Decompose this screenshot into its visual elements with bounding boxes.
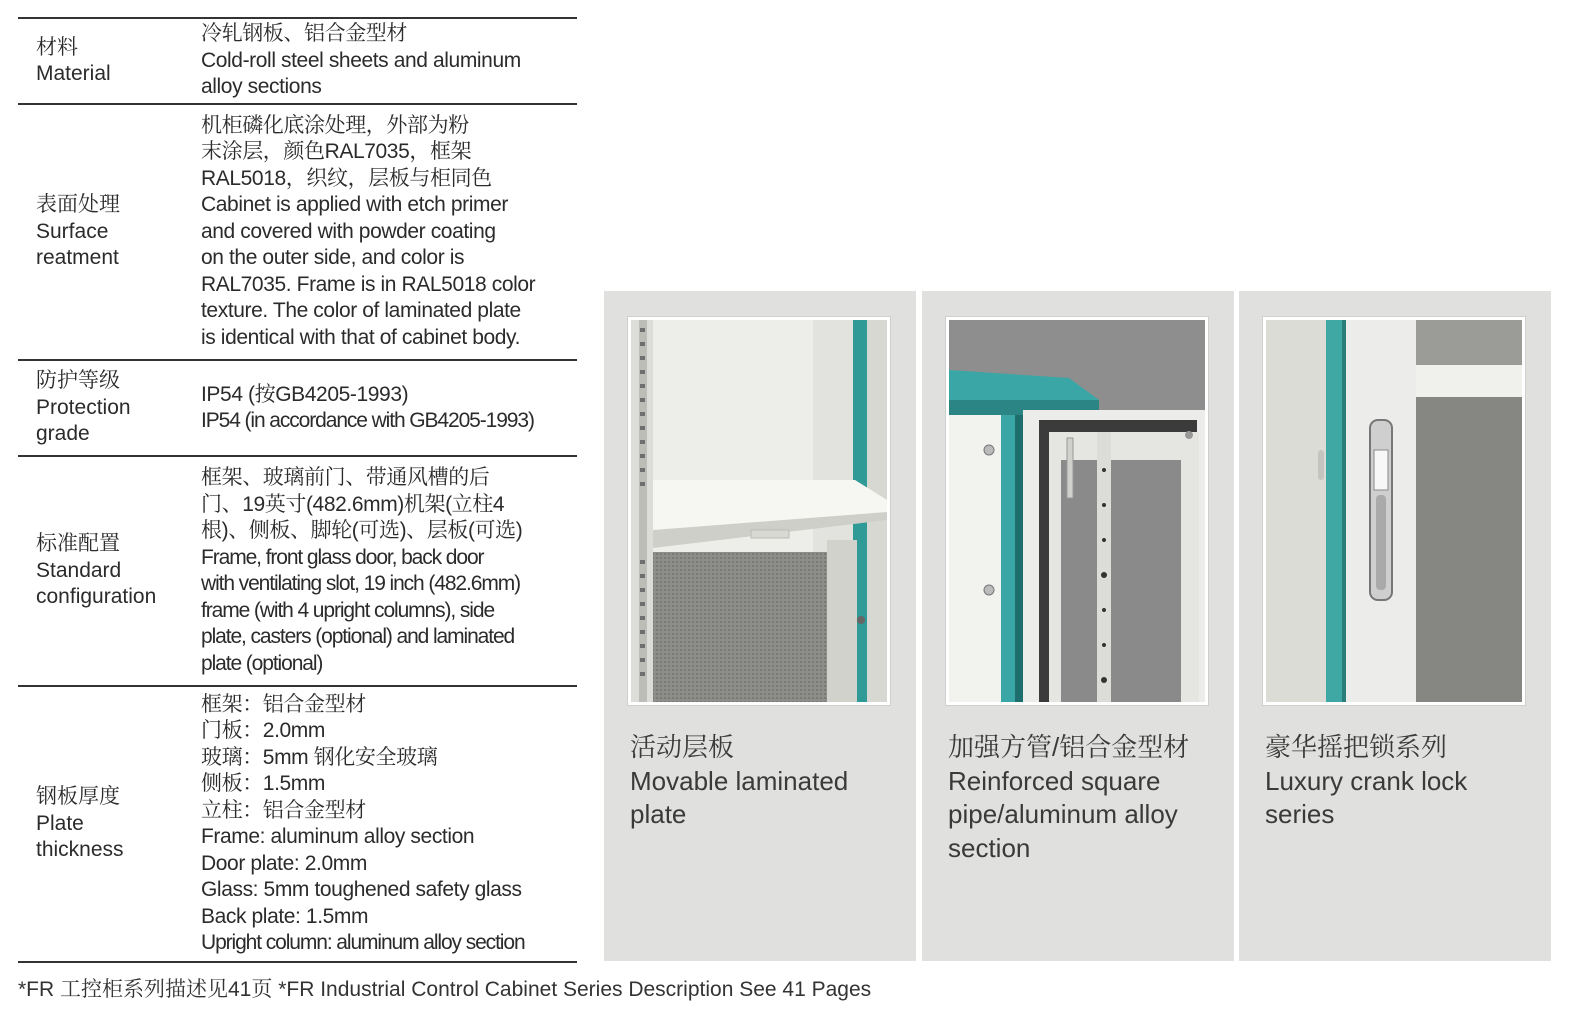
feature-panel-crank-lock <box>1239 291 1551 961</box>
photo-frame <box>945 316 1209 706</box>
spec-label: 表面处理 Surface reatment <box>36 193 120 270</box>
spec-value: IP54 (按GB4205-1993) IP54 (in accordance with GB4205-1993) <box>201 382 534 432</box>
spec-label: 材料 Material <box>36 35 111 85</box>
spec-row-thickness <box>18 687 577 963</box>
feature-caption: 加强方管/铝合金型材 Reinforced square pipe/aluminum alloy section <box>948 732 1190 863</box>
spec-row-material <box>18 19 577 105</box>
spec-row-configuration <box>18 457 577 687</box>
footnote: *FR 工控柜系列描述见41页 *FR Industrial Control Cabinet Series Description See 41 Pages <box>18 978 872 1001</box>
crank-lock-photo <box>1266 320 1522 702</box>
feature-panel-square-pipe <box>922 291 1234 961</box>
laminated-plate-illustration <box>631 320 887 702</box>
feature-caption: 豪华摇把锁系列 Luxury crank lock series <box>1265 732 1468 829</box>
spec-value: 框架、玻璃前门、带通风槽的后 门、19英寸(482.6mm)机架(立柱4 根)、侧板、脚轮(可选)、层板(可选) Frame, front glass door, back door with ventilating slot, 19 inch (482.6mm) frame (with 4 upright columns), side plate, casters (optional) and laminated plate (optional) <box>201 466 523 675</box>
spec-label: 钢板厚度 Plate thickness <box>36 785 124 862</box>
spec-row-protection <box>18 361 577 457</box>
laminated-plate-photo <box>631 320 887 702</box>
photo-frame <box>1262 316 1526 706</box>
spec-value: 框架：铝合金型材 门板：2.0mm 玻璃：5mm 钢化安全玻璃 侧板：1.5mm 立柱：铝合金型材 Frame: aluminum alloy section Door plate: 2.0mm Glass: 5mm toughened safety glass Back plate: 1.5mm Upright column: aluminum alloy section <box>201 692 525 954</box>
spec-table <box>18 17 577 963</box>
spec-value: 冷轧钢板、铝合金型材 Cold-roll steel sheets and aluminum alloy sections <box>201 22 521 99</box>
photo-frame <box>627 316 891 706</box>
feature-caption: 活动层板 Movable laminated plate <box>630 732 849 829</box>
crank-lock-illustration <box>1266 320 1522 702</box>
feature-panel-laminated-plate <box>604 291 916 961</box>
spec-value: 机柜磷化底涂处理，外部为粉 末涂层，颜色RAL7035，框架 RAL5018，织纹，层板与柜同色 Cabinet is applied with etch primer and covered with powder coating on the outer side, and color is RAL7035. Frame is in RAL5018 color texture. The color of laminated plate is identical with that of cabinet body. <box>201 113 536 349</box>
spec-label: 标准配置 Standard configuration <box>36 532 157 609</box>
square-pipe-illustration <box>949 320 1205 702</box>
spec-row-surface <box>18 105 577 361</box>
square-pipe-photo <box>949 320 1205 702</box>
spec-label: 防护等级 Protection grade <box>36 369 131 446</box>
